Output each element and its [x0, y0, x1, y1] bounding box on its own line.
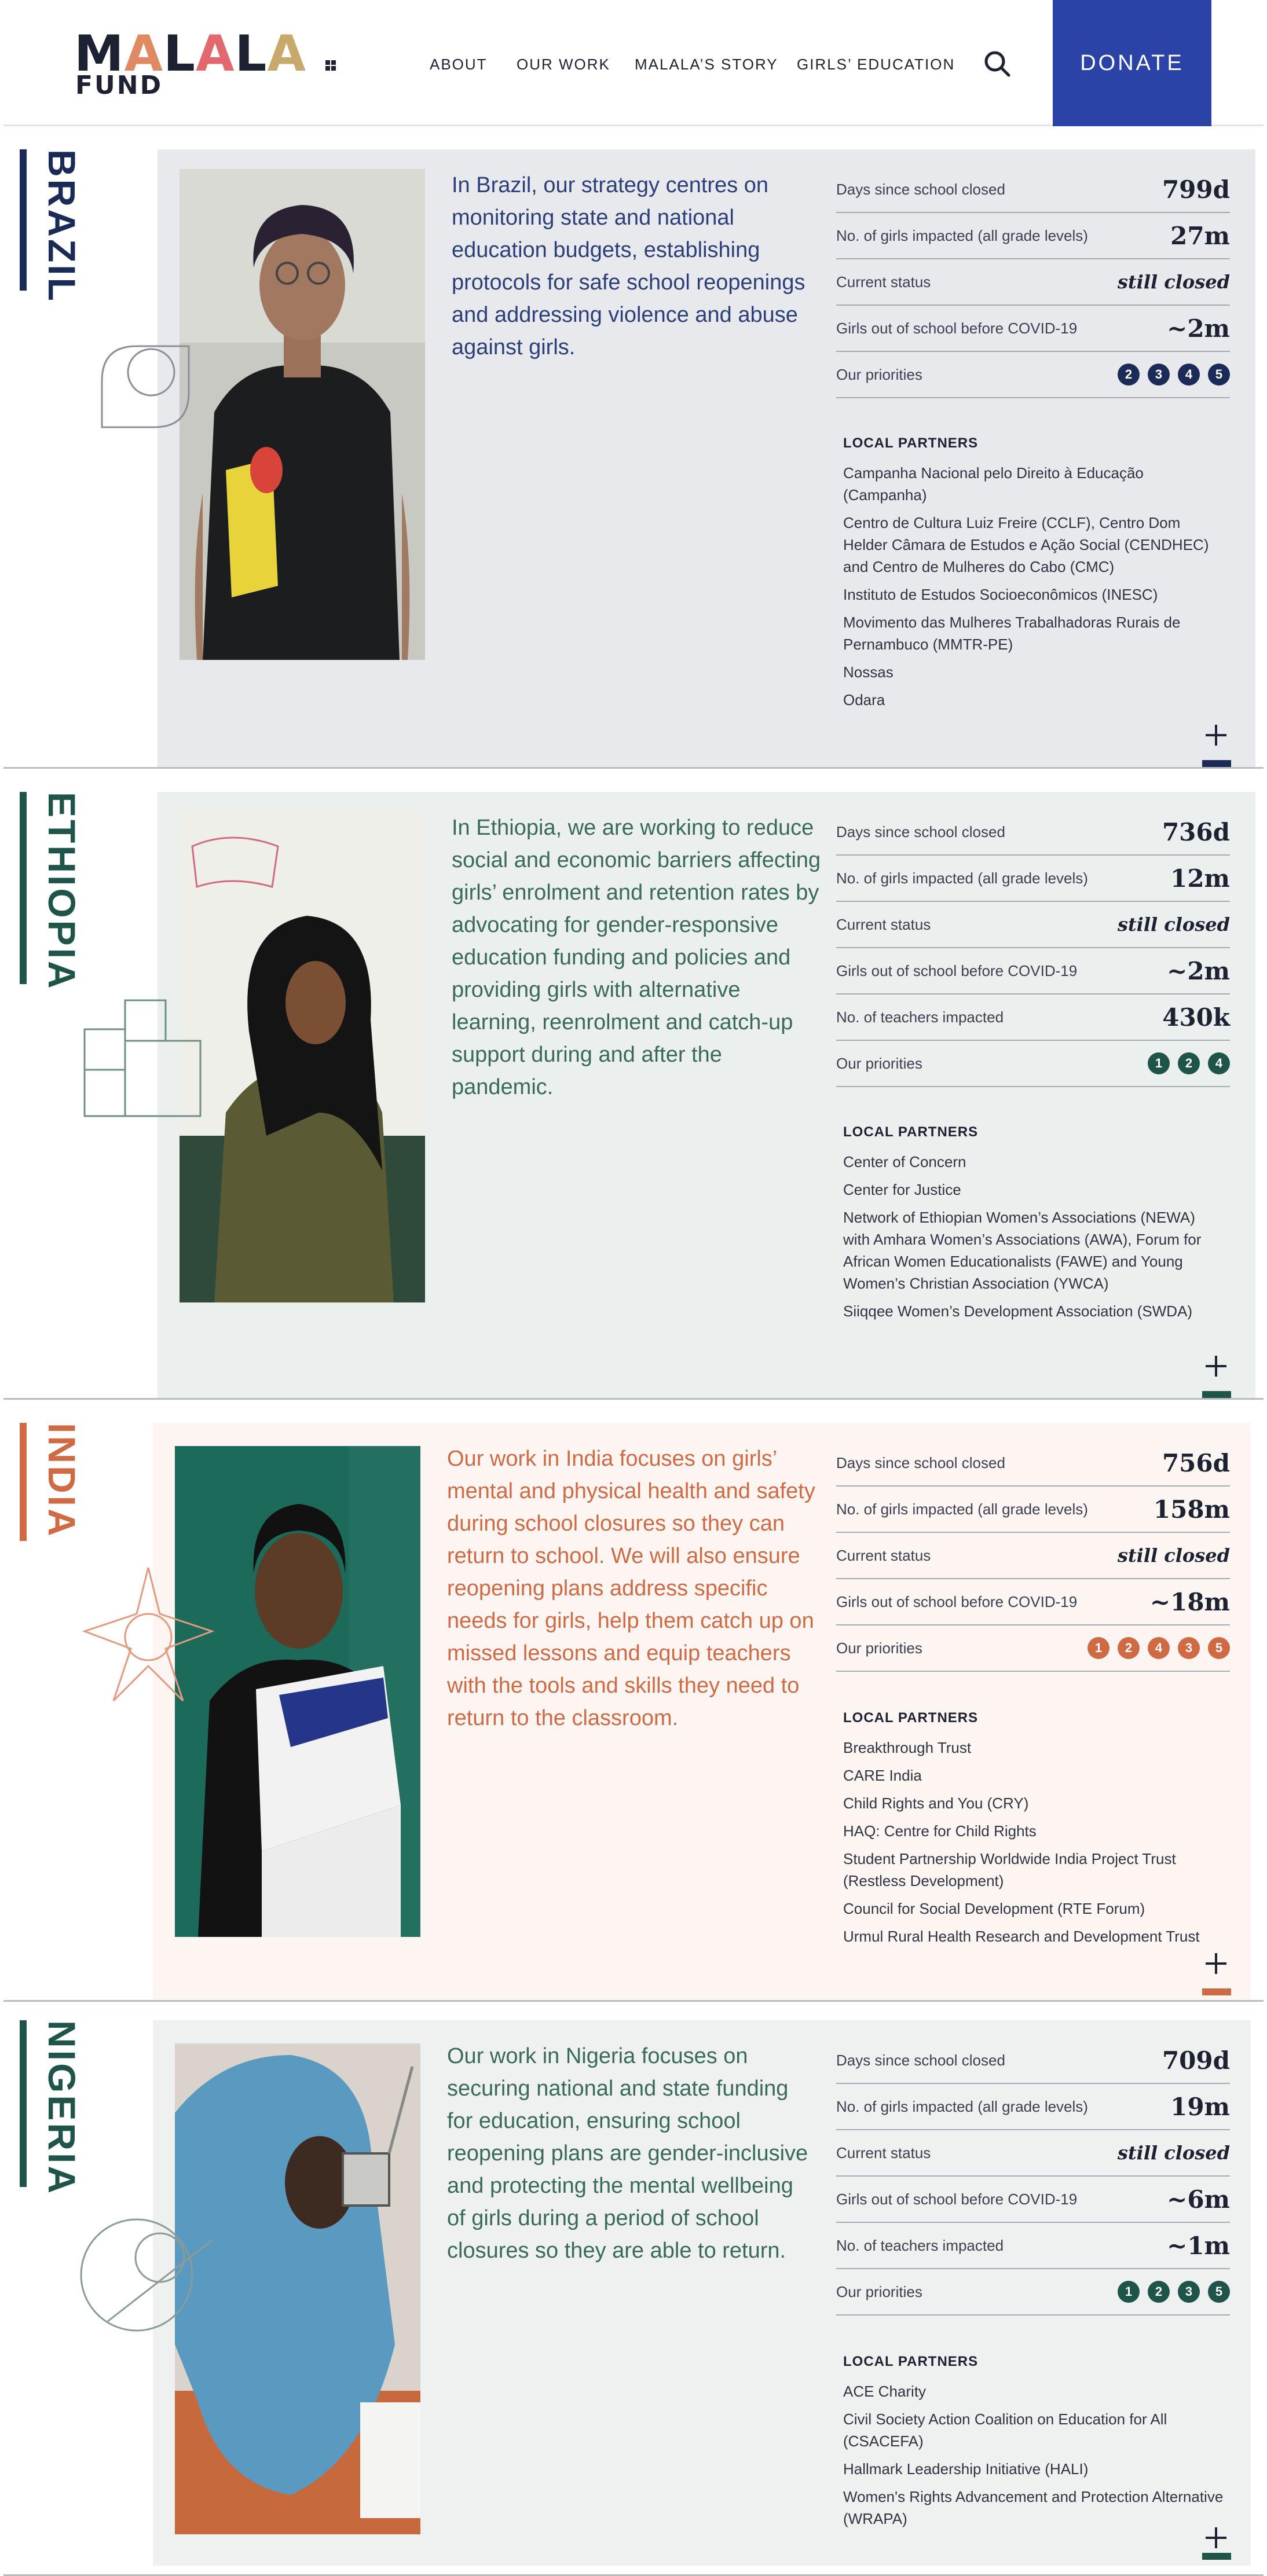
country-title: BRAZIL [41, 149, 83, 303]
stat-value: ~2m [1167, 314, 1230, 343]
logo-subtext: FUND [75, 71, 163, 100]
nav-malalas-story[interactable]: MALALA’S STORY [635, 56, 778, 73]
stat-teachers-impacted [836, 995, 1230, 1041]
country-accent-bar [20, 149, 27, 291]
country-title: NIGERIA [41, 2020, 83, 2196]
partner-item: Urmul Rural Health Research and Development Trust [843, 1928, 1200, 1945]
stat-label: Girls out of school before COVID-19 [836, 2190, 1078, 2208]
nav-about[interactable]: ABOUT [430, 56, 488, 73]
country-panel [158, 149, 1255, 767]
stat-out-of-school [836, 1579, 1230, 1625]
plus-icon[interactable] [1202, 1950, 1230, 1977]
site-header [3, 0, 1264, 126]
nav-girls-education[interactable]: GIRLS’ EDUCATION [797, 56, 955, 73]
stat-label: No. of girls impacted (all grade levels) [836, 2097, 1088, 2115]
stat-label: Current status [836, 1546, 931, 1564]
stat-value: still closed [1117, 271, 1230, 293]
priority-badge[interactable]: 1 [1087, 1637, 1109, 1659]
stat-label: Days since school closed [836, 1454, 1005, 1472]
partner-item: Hallmark Leadership Initiative (HALI) [843, 2460, 1089, 2478]
stat-days-closed [836, 167, 1230, 213]
search-icon [982, 49, 1012, 79]
stat-priorities [836, 1625, 1230, 1672]
country-section-ethiopia [3, 792, 1264, 1400]
stat-current-status [836, 902, 1230, 948]
local-partners [843, 2354, 1225, 2535]
stat-value: still closed [1117, 913, 1230, 935]
donate-button[interactable]: DONATE [1053, 0, 1211, 126]
partner-item: Centro de Cultura Luiz Freire (CCLF), Centro Dom Helder Câmara de Estudos e Ação Social (CENDHEC) and Centro de Mulheres do Cabo (CMC) [843, 514, 1209, 575]
decorative-shape-icon [73, 1562, 224, 1712]
stat-value: 27m [1170, 221, 1230, 250]
country-summary: In Ethiopia, we are working to reduce social and economic barriers affecting girls’ enrolment and retention rates by advocating for gender-responsive education funding and policies and providing girls with alternative learning, reenrolment and catch-up support during and after the pandemic. [452, 816, 821, 1099]
partner-item: Breakthrough Trust [843, 1739, 972, 1756]
local-partners [843, 1124, 1225, 1328]
stat-value: 12m [1170, 864, 1230, 893]
partner-item: Nossas [843, 663, 894, 681]
decorative-shape-icon [73, 989, 224, 1139]
priority-badge[interactable]: 2 [1118, 1637, 1140, 1659]
stat-value: ~6m [1167, 2185, 1230, 2214]
malala-fund-logo[interactable] [74, 25, 340, 100]
stat-girls-impacted [836, 2084, 1230, 2130]
plus-icon[interactable] [1202, 721, 1230, 749]
stat-value: ~18m [1149, 1587, 1230, 1616]
partner-item: Center of Concern [843, 1153, 966, 1170]
stat-days-closed [836, 2038, 1230, 2084]
priority-badge[interactable]: 5 [1208, 1637, 1230, 1659]
stat-label: Days since school closed [836, 2051, 1005, 2069]
nav-our-work[interactable]: OUR WORK [517, 56, 610, 73]
partner-item: Campanha Nacional pelo Direito à Educação (Campanha) [843, 464, 1144, 504]
priority-list [1087, 1637, 1230, 1659]
priority-list [1118, 364, 1230, 386]
country-stats [836, 2038, 1230, 2316]
partner-item: Movimento das Mulheres Trabalhadoras Rurais de Pernambuco (MMTR-PE) [843, 614, 1181, 653]
partner-item: Women's Rights Advancement and Protection Alternative (WRAPA) [843, 2488, 1224, 2527]
partners-title: LOCAL PARTNERS [843, 1710, 979, 1726]
stat-value: still closed [1117, 1544, 1230, 1566]
local-partners [843, 1710, 1225, 1953]
stat-priorities [836, 1041, 1230, 1087]
stat-value: 19m [1170, 2092, 1230, 2121]
stat-label: Days since school closed [836, 823, 1005, 841]
country-stats [836, 1440, 1230, 1672]
stat-current-status [836, 2130, 1230, 2177]
stat-value: ~2m [1167, 956, 1230, 985]
stat-out-of-school [836, 948, 1230, 995]
priority-badge[interactable]: 2 [1178, 1052, 1200, 1074]
search-button[interactable] [982, 49, 1012, 79]
partner-item: Siiqqee Women’s Development Association (SWDA) [843, 1302, 1193, 1320]
stat-label: Our priorities [836, 1639, 922, 1657]
expand-tab [1202, 1988, 1231, 1995]
stat-girls-impacted [836, 856, 1230, 902]
country-title: INDIA [41, 1423, 83, 1539]
priority-list [1148, 1052, 1230, 1074]
partner-item: Odara [843, 691, 885, 709]
partner-item: HAQ: Centre for Child Rights [843, 1822, 1037, 1840]
stat-priorities [836, 2269, 1230, 2316]
logo-wordmark: MALALA [74, 25, 306, 83]
country-section-india [3, 1423, 1264, 2002]
partner-item: Network of Ethiopian Women’s Associations (NEWA) with Amhara Women’s Associations (AWA), Forum for African Women Educationalists (FAWE) and Young Women’s Christian Association (YWCA) [843, 1209, 1202, 1292]
stat-label: Current status [836, 2144, 931, 2162]
decorative-shape-icon [73, 2194, 224, 2344]
stat-label: Girls out of school before COVID-19 [836, 962, 1078, 979]
plus-icon[interactable] [1202, 1352, 1230, 1380]
partners-title: LOCAL PARTNERS [843, 1124, 979, 1140]
section-divider [3, 2000, 1264, 2002]
priority-badge[interactable]: 4 [1178, 364, 1200, 386]
country-panel [153, 1423, 1251, 2000]
priority-badge[interactable]: 5 [1208, 2281, 1230, 2303]
plus-icon[interactable] [1202, 2524, 1230, 2552]
stat-label: Our priorities [836, 1054, 922, 1072]
priority-badge[interactable]: 2 [1148, 2281, 1170, 2303]
partner-item: Council for Social Development (RTE Forum) [843, 1900, 1145, 1917]
stat-label: Girls out of school before COVID-19 [836, 319, 1078, 337]
stat-value: 756d [1162, 1448, 1230, 1477]
stat-value: 799d [1162, 175, 1230, 204]
section-divider [3, 1398, 1264, 1400]
stat-current-status [836, 1533, 1230, 1579]
stat-girls-impacted [836, 213, 1230, 259]
stat-value: 430k [1162, 1003, 1230, 1032]
partner-item: CARE India [843, 1767, 922, 1784]
stat-out-of-school [836, 306, 1230, 352]
stat-current-status [836, 259, 1230, 306]
partners-title: LOCAL PARTNERS [843, 2354, 979, 2369]
stat-label: No. of girls impacted (all grade levels) [836, 1500, 1088, 1518]
stat-label: Days since school closed [836, 180, 1005, 198]
partners-title: LOCAL PARTNERS [843, 435, 979, 451]
stat-girls-impacted [836, 1487, 1230, 1533]
stat-value: still closed [1117, 2142, 1230, 2164]
stat-days-closed [836, 809, 1230, 856]
priority-badge[interactable]: 3 [1148, 364, 1170, 386]
section-divider [3, 767, 1264, 769]
priority-badge[interactable]: 3 [1178, 1637, 1200, 1659]
priority-badge[interactable]: 1 [1118, 2281, 1140, 2303]
expand-tab [1202, 2553, 1231, 2560]
country-accent-bar [20, 1423, 27, 1541]
stat-label: No. of teachers impacted [836, 2236, 1004, 2254]
partner-item: Center for Justice [843, 1181, 961, 1198]
priority-badge[interactable]: 4 [1148, 1637, 1170, 1659]
stat-label: Our priorities [836, 2283, 922, 2300]
local-partners [843, 435, 1225, 717]
decorative-shape-icon [73, 311, 224, 462]
priority-badge[interactable]: 4 [1208, 1052, 1230, 1074]
stat-value: 709d [1162, 2046, 1230, 2075]
country-section-nigeria [3, 2020, 1264, 2576]
stat-value: 736d [1162, 817, 1230, 846]
partner-item: Civil Society Action Coalition on Education for All (CSACEFA) [843, 2410, 1167, 2450]
stat-priorities [836, 352, 1230, 398]
partner-item: Child Rights and You (CRY) [843, 1795, 1029, 1812]
country-panel [158, 792, 1255, 1398]
priority-badge[interactable]: 1 [1148, 1052, 1170, 1074]
stat-value: ~1m [1167, 2231, 1230, 2260]
country-stats [836, 167, 1230, 398]
country-title: ETHIOPIA [41, 792, 83, 991]
country-accent-bar [20, 2020, 27, 2187]
expand-tab [1202, 1391, 1231, 1398]
priority-list [1118, 2281, 1230, 2303]
expand-tab [1202, 760, 1231, 767]
country-accent-bar [20, 792, 27, 984]
partner-item: Student Partnership Worldwide India Project Trust (Restless Development) [843, 1850, 1176, 1889]
partner-item: ACE Charity [843, 2383, 927, 2400]
country-stats [836, 809, 1230, 1087]
stat-teachers-impacted [836, 2223, 1230, 2269]
stat-out-of-school [836, 2177, 1230, 2223]
priority-badge[interactable]: 5 [1208, 364, 1230, 386]
stat-label: No. of girls impacted (all grade levels) [836, 869, 1088, 887]
stat-label: Current status [836, 273, 931, 291]
stat-days-closed [836, 1440, 1230, 1487]
country-panel [153, 2020, 1251, 2566]
logo-mark-icon [324, 59, 337, 72]
stat-value: 158m [1153, 1495, 1230, 1524]
stat-label: Current status [836, 915, 931, 933]
partner-item: Instituto de Estudos Socioeconômicos (INESC) [843, 586, 1158, 603]
stat-label: No. of girls impacted (all grade levels) [836, 226, 1088, 244]
country-summary: Our work in Nigeria focuses on securing national and state funding for education, ensuring school reopening plans are gender-inclusive and protecting the mental wellbeing of girls during a period of school closures so they are able to return. [447, 2044, 808, 2263]
country-section-brazil [3, 149, 1264, 769]
stat-label: No. of teachers impacted [836, 1008, 1004, 1026]
country-summary: In Brazil, our strategy centres on monitoring state and national education budgets, establishing protocols for safe school reopenings and addressing violence and abuse against girls. [452, 173, 805, 359]
stat-label: Girls out of school before COVID-19 [836, 1592, 1078, 1610]
priority-badge[interactable]: 3 [1178, 2281, 1200, 2303]
country-summary: Our work in India focuses on girls’ mental and physical health and safety during school closures so they can return to school. We will also ensure reopening plans address specific needs for girls, help them catch up on missed lessons and equip teachers with the tools and skills they need to return to the classroom. [447, 1447, 815, 1730]
priority-badge[interactable]: 2 [1118, 364, 1140, 386]
stat-label: Our priorities [836, 365, 922, 383]
